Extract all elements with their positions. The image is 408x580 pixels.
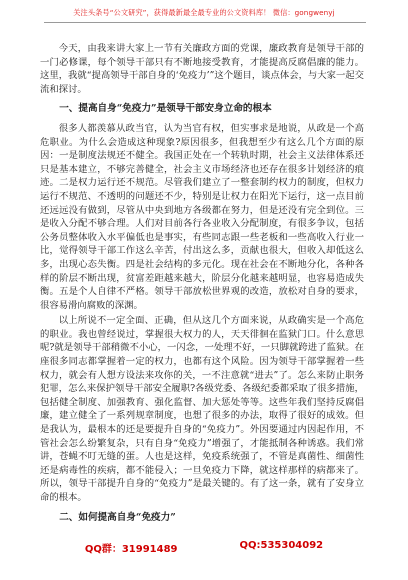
page-footer [0,540,408,560]
qq-group-label: QQ群：31991489 [84,544,178,555]
qq-contact-label: QQ:535304092 [239,540,324,551]
promo-banner: 关注头条号“公文研究”，获得最新最全最专业的公文资料库！ 微信：gongwenyj [73,8,335,17]
section-1-paragraph-2: 以上所说不一定全面、正确，但从这几个方面来说，从政确实是一个高危的职业。我也曾经说过，掌握很大权力的人，天天徘徊在监狱门口。什么意思呢?就是领导干部稍微不小心，一闪念，一处理不好，一只脚就跨进了监狱。在座很多同志都掌握着一定的权力，也都有这个风险。因为领导干部掌握着一些权力，就会有人想方设法来攻你的关，一不注意就“进去”了。怎么来防止职务犯罪，怎么来保护领导干部安全履职?各级党委、各级纪委都采取了很多措施，包括健全制度、加强教育、强化监督、加大惩处等等。这些年我们坚持反腐倡廉，建立健全了一系列规章制度，也想了很多的办法，取得了很好的成效。但是我认为，最根本的还是要提升自身的“免疫力”。外因要通过内因起作用，不管社会怎么纷繁复杂，只有自身“免疫力”增强了，才能抵制各种诱惑。我们常讲，苍蝇不叮无缝的蛋。人也是这样，免疫系统强了，不管是真菌性、细菌性还是病毒性的疾病，都不能侵入；一旦免疫力下降，就这样那样的病都来了。所以，领导干部提升自身的“免疫力”是最关键的。有了这一条，就有了安身立命的根本。 [40,315,364,503]
section-2-heading: 二、如何提高自身“免疫力” [59,511,176,523]
document-body [40,42,364,530]
section-1-paragraph-1: 很多人都羡慕从政当官，认为当官有权，但实事求是地说，从政是一个高危职业。为什么会造成这种现象?原因很多，但我想至少有这么几个方面的原因：一是制度法规还不健全。我国正处在一个转轨时期，社会主义法律体系还只是基本建立，不够完善健全，社会主义市场经济也还存在很多计划经济的痕迹。二是权力运行还不规范。尽管我们建立了一整套制约权力的制度，但权力运行不规范、不透明的问题还不少，特别是让权力在阳光下运行，这一点目前还远远没有做到，尽管从中央到地方各级都在努力，但是还没有完全到位。三是收入分配不够合理。人们对目前各行各业收入分配制度，有很多争议，包括公务员整体收入水平偏低也是事实，有些同志跟一些老板和一些高收入行业一比，觉得领导干部工作这么辛苦，付出这么多，贡献也很大，但收入却低这么多，出现心态失衡。四是社会结构的多元化。现在社会在不断地分化，各种各样的阶层不断出现，贫富差距越来越大，阶层分化越来越明显，也容易造成失衡。五是个人自律不严格。领导干部放松世界观的改造，放松对自身的要求，很容易滑向腐败的深渊。 [40,122,364,311]
header-divider [44,22,366,23]
intro-paragraph: 今天，由我来讲大家上一节有关廉政方面的党课，廉政教育是领导干部的一门必修课，每个领导干部只有不断地接受教育，才能提高反腐倡廉的能力。这里，我就“提高领导干部自身的‘免疫力’”这个题目，谈点体会，与大家一起交流和探讨。 [40,43,364,95]
section-1-heading: 一、提高自身“免疫力”是领导干部安身立命的根本 [59,103,272,115]
